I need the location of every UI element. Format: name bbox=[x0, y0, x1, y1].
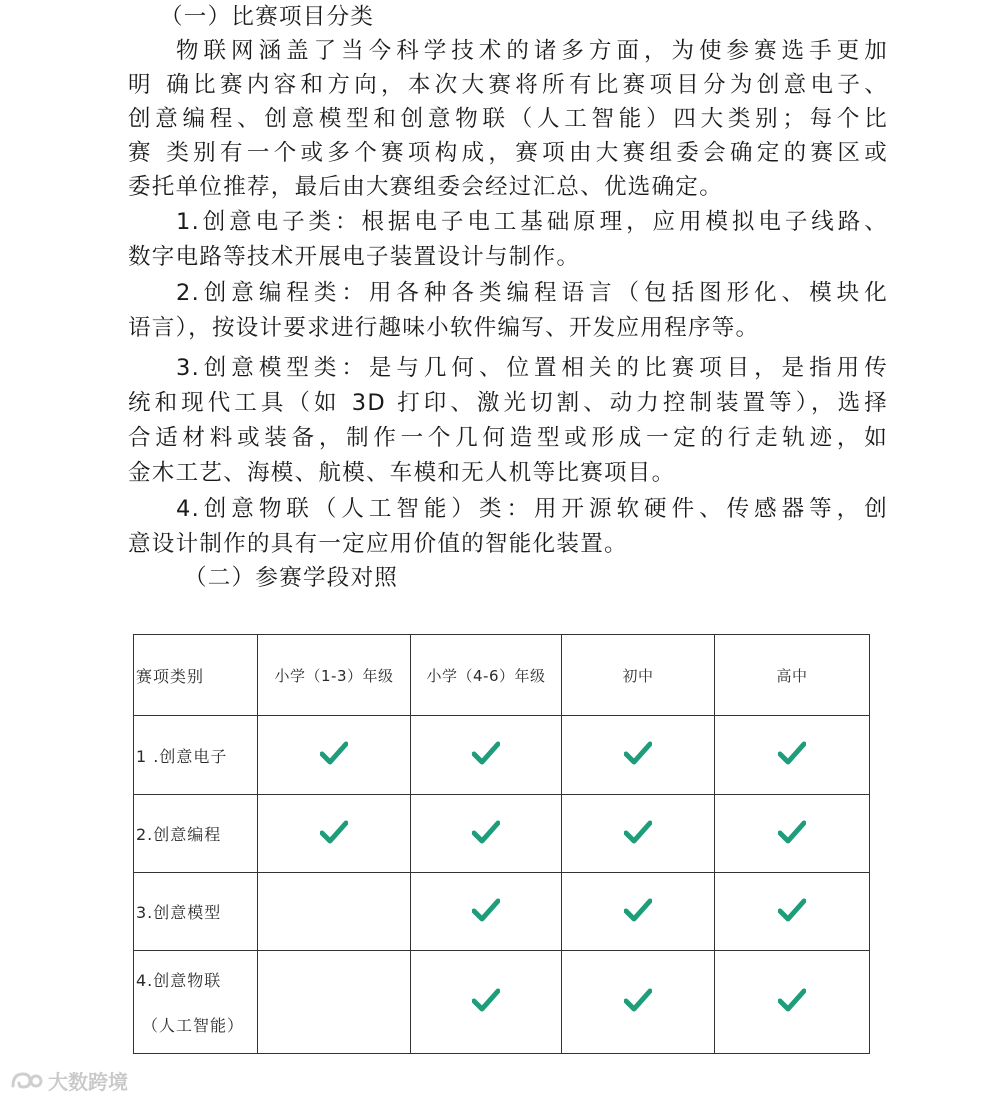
table-cell bbox=[715, 795, 870, 873]
row-label-iot bbox=[134, 951, 258, 1054]
paragraph-line: 赛 类别有一个或多个赛项构成，赛项由大赛组委会确定的赛区或 bbox=[128, 140, 888, 166]
column-header-primary-4-6: 小学（4-6）年级 bbox=[411, 635, 562, 716]
paragraph-line: 意设计制作的具有一定应用价值的智能化装置。 bbox=[128, 531, 628, 557]
column-header-category: 赛项类别 bbox=[134, 635, 258, 716]
table-cell bbox=[715, 716, 870, 795]
section-heading-classification: （一）比赛项目分类 bbox=[160, 4, 375, 30]
table-row bbox=[134, 951, 870, 1054]
check-icon bbox=[320, 820, 348, 844]
table-cell bbox=[258, 951, 411, 1054]
row-label-iot-main: 4.创意物联 bbox=[136, 971, 222, 990]
check-icon bbox=[624, 820, 652, 844]
table-cell bbox=[562, 795, 715, 873]
column-header-senior-high: 高中 bbox=[715, 635, 870, 716]
check-icon bbox=[472, 988, 500, 1012]
stage-comparison-table bbox=[133, 634, 870, 1054]
paragraph-line: 4.创意物联（人工智能）类：用开源软硬件、传感器等，创 bbox=[176, 496, 888, 522]
row-label-programming: 2.创意编程 bbox=[134, 795, 258, 873]
check-icon bbox=[472, 898, 500, 922]
table-row bbox=[134, 873, 870, 951]
watermark-text: 大数跨境 bbox=[48, 1070, 128, 1094]
check-icon bbox=[778, 820, 806, 844]
row-label-electronics: 1 .创意电子 bbox=[134, 716, 258, 795]
paragraph-line: 创意编程、创意模型和创意物联（人工智能）四大类别；每个比 bbox=[128, 106, 888, 132]
paragraph-line: 统和现代工具（如 3D 打印、激光切割、动力控制装置等），选择 bbox=[128, 390, 888, 416]
table-row bbox=[134, 716, 870, 795]
paragraph-line: 明 确比赛内容和方向，本次大赛将所有比赛项目分为创意电子、 bbox=[128, 72, 888, 98]
paragraph-line: 金木工艺、海模、航模、车模和无人机等比赛项目。 bbox=[128, 460, 676, 486]
paragraph-line: 3.创意模型类：是与几何、位置相关的比赛项目，是指用传 bbox=[176, 355, 888, 381]
check-icon bbox=[778, 741, 806, 765]
table-cell bbox=[258, 873, 411, 951]
table-row bbox=[134, 795, 870, 873]
row-label-model: 3.创意模型 bbox=[134, 873, 258, 951]
check-icon bbox=[320, 741, 348, 765]
section-heading-stage-comparison: （二）参赛学段对照 bbox=[184, 565, 399, 591]
check-icon bbox=[778, 898, 806, 922]
table-cell bbox=[562, 716, 715, 795]
paragraph-line: 数字电路等技术开展电子装置设计与制作。 bbox=[128, 244, 581, 270]
row-label-iot-sub: （人工智能） bbox=[142, 1016, 245, 1035]
table-cell bbox=[715, 951, 870, 1054]
watermark bbox=[10, 1066, 128, 1095]
check-icon bbox=[624, 741, 652, 765]
table-cell bbox=[411, 716, 562, 795]
paragraph-line: 1.创意电子类：根据电子电工基础原理，应用模拟电子线路、 bbox=[176, 209, 888, 235]
check-icon bbox=[472, 741, 500, 765]
table-cell bbox=[562, 951, 715, 1054]
paragraph-line: 物联网涵盖了当今科学技术的诸多方面，为使参赛选手更加 bbox=[176, 38, 888, 64]
check-icon bbox=[624, 898, 652, 922]
column-header-junior-high: 初中 bbox=[562, 635, 715, 716]
paragraph-line: 2.创意编程类：用各种各类编程语言（包括图形化、模块化 bbox=[176, 280, 888, 306]
table-cell bbox=[562, 873, 715, 951]
check-icon bbox=[778, 988, 806, 1012]
logo-icon bbox=[10, 1070, 44, 1092]
table-cell bbox=[411, 873, 562, 951]
table-cell bbox=[411, 951, 562, 1054]
paragraph-line: 委托单位推荐，最后由大赛组委会经过汇总、优选确定。 bbox=[128, 174, 724, 200]
table-cell bbox=[411, 795, 562, 873]
check-icon bbox=[624, 988, 652, 1012]
column-header-primary-1-3: 小学（1-3）年级 bbox=[258, 635, 411, 716]
table-cell bbox=[715, 873, 870, 951]
check-icon bbox=[472, 820, 500, 844]
table-cell bbox=[258, 716, 411, 795]
table-cell bbox=[258, 795, 411, 873]
paragraph-line: 合适材料或装备，制作一个几何造型或形成一定的行走轨迹，如 bbox=[128, 425, 888, 451]
paragraph-line: 语言），按设计要求进行趣味小软件编写、开发应用程序等。 bbox=[128, 315, 760, 341]
table-header-row bbox=[134, 635, 870, 716]
